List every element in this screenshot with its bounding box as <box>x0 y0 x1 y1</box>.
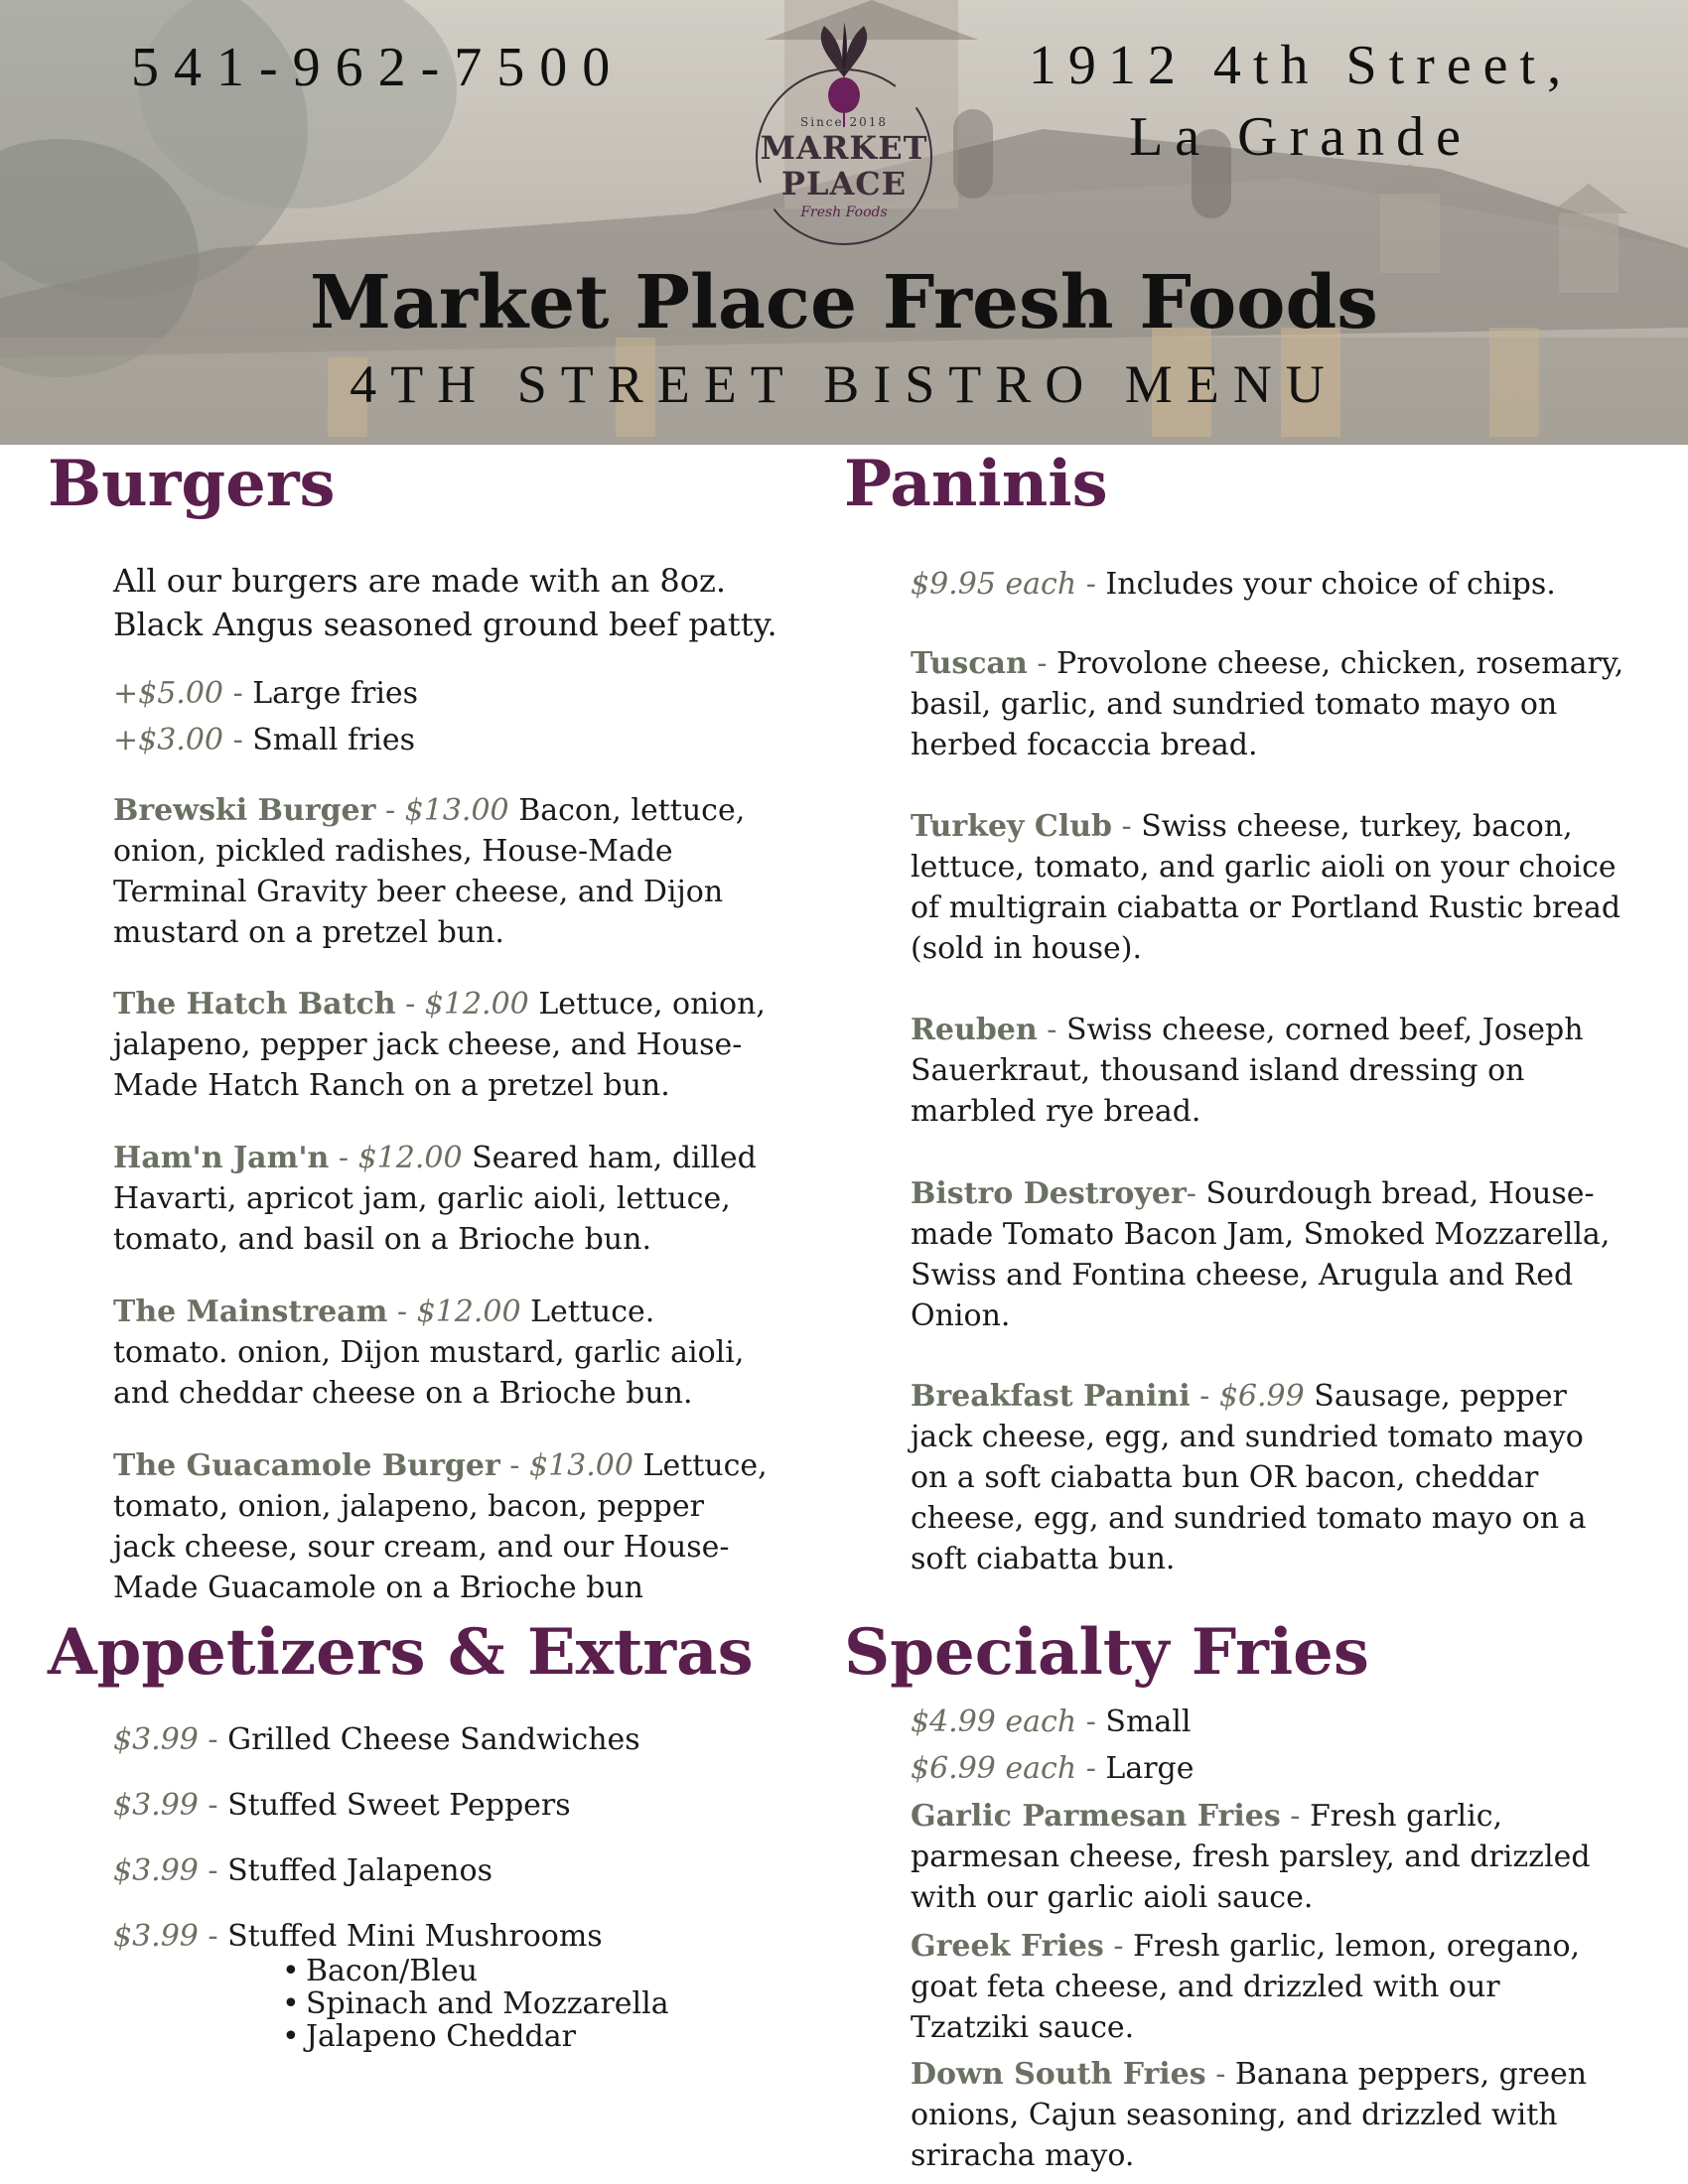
logo-since: Since 2018 <box>800 115 888 129</box>
item-name: The Mainstream <box>113 1295 388 1329</box>
fries-item: Garlic Parmesan Fries - Fresh garlic, parmesan cheese, fresh parsley, and drizzled with our garlic aioli sauce. <box>911 1799 1591 1915</box>
addon-price: +$3.00 <box>113 723 224 757</box>
phone-number: 541-962-7500 <box>131 37 626 98</box>
item-name: The Guacamole Burger <box>113 1448 500 1483</box>
item-price: $6.99 <box>1218 1379 1305 1414</box>
item-description: Banana peppers, green onions, Cajun seasoning, and drizzled with sriracha mayo. <box>911 2057 1588 2173</box>
restaurant-title: Market Place Fresh Foods <box>310 260 1378 345</box>
item-label: Grilled Cheese Sandwiches <box>227 1722 640 1757</box>
item-price: $12.00 <box>424 987 529 1022</box>
menu-subtitle: 4TH STREET BISTRO MENU <box>350 354 1338 414</box>
burger-item: Ham'n Jam'n - $12.00 Seared ham, dilled Havarti, apricot jam, garlic aioli, lettuce, tomato, and basil on a Brioche bun. <box>113 1141 757 1257</box>
burger-item: The Guacamole Burger - $13.00 Lettuce, tomato, onion, jalapeno, bacon, pepper jack cheese, sour cream, and our House-Made Guacamole on a Brioche bun <box>113 1448 768 1605</box>
item-name: Tuscan <box>911 646 1028 681</box>
item-description: Swiss cheese, corned beef, Joseph Sauerkraut, thousand island dressing on marbled rye bread. <box>911 1013 1584 1129</box>
addon-large-fries: +$5.00 - Large fries <box>113 676 419 711</box>
section-title-specialty-fries: Specialty Fries <box>844 1615 1369 1690</box>
item-name: Garlic Parmesan Fries <box>911 1799 1281 1834</box>
item-name: The Hatch Batch <box>113 987 396 1022</box>
address <box>953 30 1648 173</box>
panini-item: Reuben - Swiss cheese, corned beef, Joseph Sauerkraut, thousand island dressing on marbled rye bread. <box>911 1013 1584 1129</box>
appetizer-item: $3.99 - Stuffed Sweet Peppers <box>113 1788 571 1823</box>
fries-size-small: $4.99 each - Small <box>911 1705 1192 1739</box>
addon-price: +$5.00 <box>113 676 224 711</box>
item-description: Bacon, lettuce, onion, pickled radishes, House-Made Terminal Gravity beer cheese, and Dijon mustard on a pretzel bun. <box>113 793 746 950</box>
item-label: Includes your choice of chips. <box>1105 567 1556 602</box>
item-price: $9.95 each <box>911 567 1077 602</box>
item-name: Bistro Destroyer <box>911 1176 1187 1211</box>
item-price: $3.99 <box>113 1722 199 1757</box>
section-title-paninis: Paninis <box>844 447 1108 521</box>
item-name: Reuben <box>911 1013 1038 1047</box>
item-price: $13.00 <box>404 793 509 828</box>
address-line-1: 1912 4th Street, <box>1028 35 1574 96</box>
item-price: $12.00 <box>357 1141 463 1175</box>
item-description: Provolone cheese, chicken, rosemary, basil, garlic, and sundried tomato mayo on herbed focaccia bread. <box>911 646 1624 762</box>
burger-item: The Hatch Batch - $12.00 Lettuce, onion, jalapeno, pepper jack cheese, and House-Made Hatch Ranch on a pretzel bun. <box>113 987 766 1103</box>
panini-price-note: $9.95 each - Includes your choice of chips. <box>911 567 1556 602</box>
item-name: Breakfast Panini <box>911 1379 1191 1414</box>
logo-line-2: PLACE <box>780 165 908 203</box>
item-label: Stuffed Jalapenos <box>227 1853 492 1888</box>
item-label: Stuffed Mini Mushrooms <box>227 1919 603 1954</box>
item-label: Large <box>1105 1751 1195 1786</box>
addon-small-fries: +$3.00 - Small fries <box>113 723 416 757</box>
section-title-appetizers: Appetizers & Extras <box>48 1615 754 1690</box>
item-description: Fresh garlic, parmesan cheese, fresh parsley, and drizzled with our garlic aioli sauce. <box>911 1799 1591 1915</box>
logo-line-1: MARKET <box>760 129 928 167</box>
item-description: Sausage, pepper jack cheese, egg, and sundried tomato mayo on a soft ciabatta bun OR bacon, cheddar cheese, egg, and sundried tomato mayo on a soft ciabatta bun. <box>911 1379 1587 1576</box>
logo-tagline: Fresh Foods <box>800 205 888 220</box>
item-name: Brewski Burger <box>113 793 376 828</box>
list-item: • Spinach and Mozzarella <box>306 1987 802 2020</box>
panini-item: Bistro Destroyer- Sourdough bread, House-made Tomato Bacon Jam, Smoked Mozzarella, Swiss and Fontina cheese, Arugula and Red Onion. <box>911 1176 1611 1333</box>
appetizer-item: $3.99 - Stuffed Jalapenos <box>113 1853 492 1888</box>
header-banner <box>0 0 1688 445</box>
item-price: $3.99 <box>113 1919 199 1954</box>
appetizer-item: $3.99 - Grilled Cheese Sandwiches <box>113 1722 640 1757</box>
appetizer-item: $3.99 - Stuffed Mini Mushrooms <box>113 1919 603 1954</box>
section-title-burgers: Burgers <box>48 447 336 521</box>
item-description: Sourdough bread, House-made Tomato Bacon Jam, Smoked Mozzarella, Swiss and Fontina cheese, Arugula and Red Onion. <box>911 1176 1611 1333</box>
burger-item: Brewski Burger - $13.00 Bacon, lettuce, onion, pickled radishes, House-Made Terminal Gravity beer cheese, and Dijon mustard on a pretzel bun. <box>113 793 746 950</box>
item-description: Swiss cheese, turkey, bacon, lettuce, tomato, and garlic aioli on your choice of multigrain ciabatta or Portland Rustic bread (sold in house). <box>911 809 1621 966</box>
item-label: Stuffed Sweet Peppers <box>227 1788 571 1823</box>
addon-label: Small fries <box>252 723 416 757</box>
list-item: • Jalapeno Cheddar <box>306 2020 802 2053</box>
address-line-2: La Grande <box>1129 106 1473 168</box>
item-name: Greek Fries <box>911 1929 1104 1964</box>
item-description: Lettuce. tomato. onion, Dijon mustard, garlic aioli, and cheddar cheese on a Brioche bun. <box>113 1295 745 1411</box>
fries-item: Greek Fries - Fresh garlic, lemon, oregano, goat feta cheese, and drizzled with our Tzatziki sauce. <box>911 1929 1581 2045</box>
item-price: $3.99 <box>113 1853 199 1888</box>
item-description: Lettuce, tomato, onion, jalapeno, bacon, pepper jack cheese, sour cream, and our House-Made Guacamole on a Brioche bun <box>113 1448 768 1605</box>
burger-item: The Mainstream - $12.00 Lettuce. tomato. onion, Dijon mustard, garlic aioli, and cheddar cheese on a Brioche bun. <box>113 1295 745 1411</box>
item-description: Fresh garlic, lemon, oregano, goat feta cheese, and drizzled with our Tzatziki sauce. <box>911 1929 1581 2045</box>
item-name: Ham'n Jam'n <box>113 1141 330 1175</box>
burgers-intro: All our burgers are made with an 8oz. Black Angus seasoned ground beef patty. <box>113 562 777 643</box>
item-price: $4.99 each <box>911 1705 1077 1739</box>
fries-item: Down South Fries - Banana peppers, green onions, Cajun seasoning, and drizzled with sriracha mayo. <box>911 2057 1588 2173</box>
list-item: • Bacon/Bleu <box>306 1955 802 1987</box>
mushroom-options-list <box>276 1955 802 2053</box>
panini-item: Turkey Club - Swiss cheese, turkey, bacon, lettuce, tomato, and garlic aioli on your choice of multigrain ciabatta or Portland Rustic bread (sold in house). <box>911 809 1621 966</box>
item-name: Down South Fries <box>911 2057 1206 2092</box>
item-name: Turkey Club <box>911 809 1112 844</box>
item-price: $6.99 each <box>911 1751 1077 1786</box>
market-place-logo <box>745 18 943 256</box>
fries-size-large: $6.99 each - Large <box>911 1751 1195 1786</box>
panini-item: Breakfast Panini - $6.99 Sausage, pepper jack cheese, egg, and sundried tomato mayo on a soft ciabatta bun OR bacon, cheddar cheese, egg, and sundried tomato mayo on a soft ciabatta bun. <box>911 1379 1587 1576</box>
addon-label: Large fries <box>252 676 419 711</box>
item-price: $3.99 <box>113 1788 199 1823</box>
panini-item: Tuscan - Provolone cheese, chicken, rosemary, basil, garlic, and sundried tomato mayo on herbed focaccia bread. <box>911 646 1624 762</box>
item-description: Lettuce, onion, jalapeno, pepper jack cheese, and House-Made Hatch Ranch on a pretzel bun. <box>113 987 766 1103</box>
item-price: $12.00 <box>416 1295 521 1329</box>
item-label: Small <box>1105 1705 1192 1739</box>
item-price: $13.00 <box>528 1448 633 1483</box>
item-description: Seared ham, dilled Havarti, apricot jam, garlic aioli, lettuce, tomato, and basil on a Brioche bun. <box>113 1141 757 1257</box>
